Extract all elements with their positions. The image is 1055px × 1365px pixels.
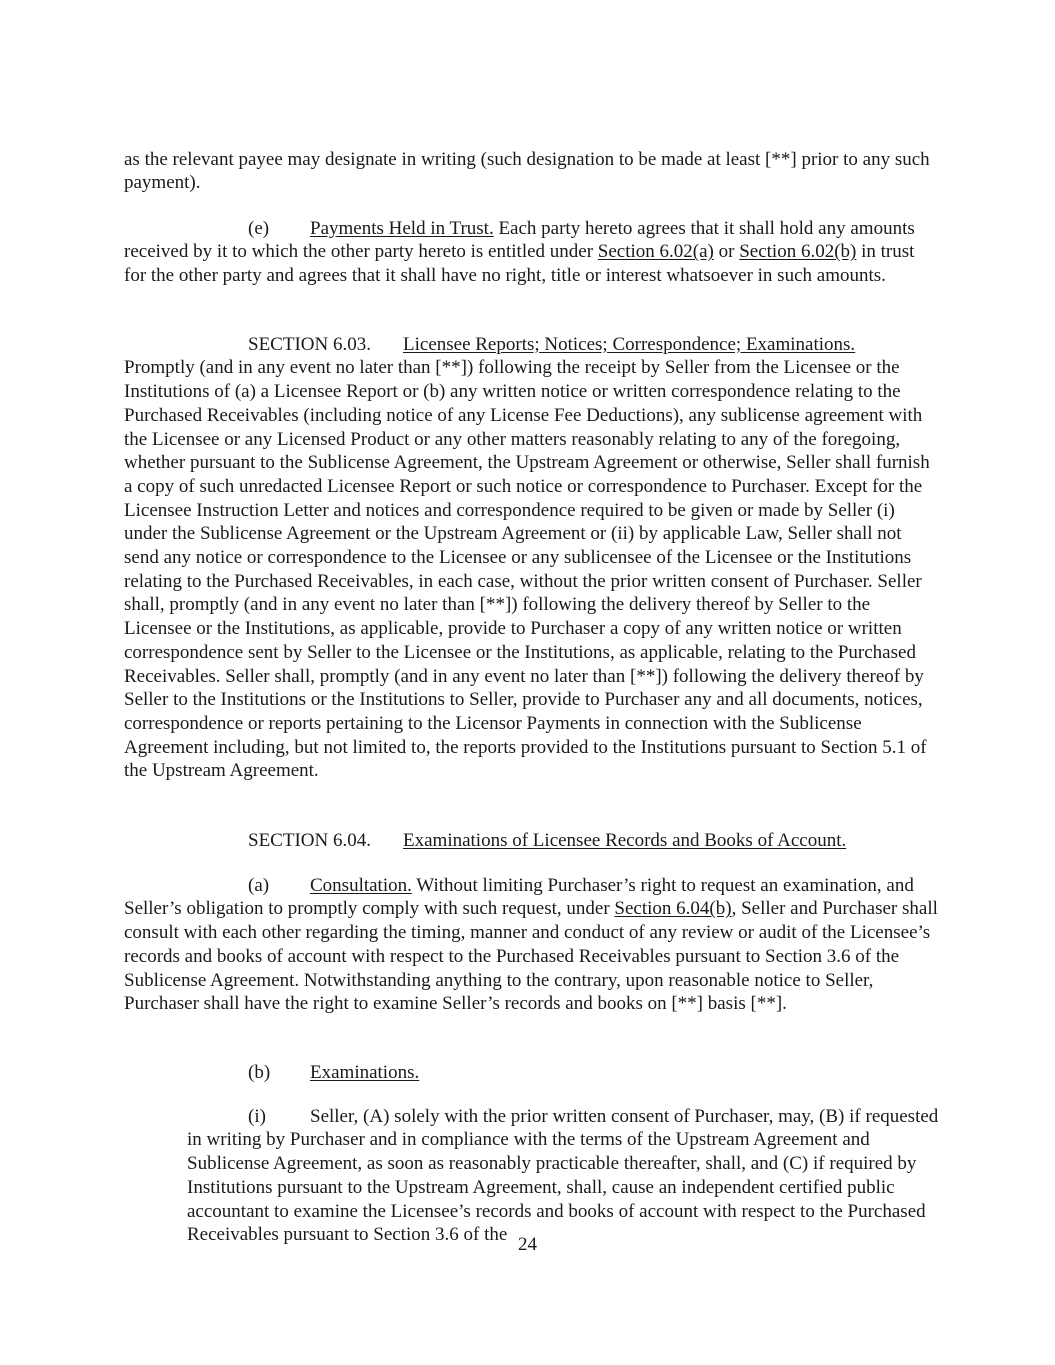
paragraph-b-examinations (124, 1037, 939, 1084)
section-reference: Section 6.02(a) (597, 241, 714, 263)
section-heading: Examinations of Licensee Records and Books of Account. (403, 829, 847, 851)
clause-marker: (e) (248, 217, 270, 239)
paragraph-a-consultation (124, 850, 939, 1016)
clause-marker: (a) (248, 874, 270, 896)
section-6-04 (124, 805, 939, 852)
clause-heading: Payments Held in Trust. (310, 217, 494, 239)
section-text: Promptly (and in any event no later than [**]) following the receipt by Seller from the Licensee or the Institutions of (a) a Licensee Report or (b) any written notice or written correspondence relating to the Purchased Receivables (including notice of any License Fee Deductions), any sublicense agreement with the Licensee or any Licensed Product or any other matters reasonably relating to any of the foregoing, whether pursuant to the Sublicense Agreement, the Upstream Agreement or otherwise, Seller shall furnish a copy of such unredacted Licensee Report or such notice or correspondence to Purchaser. Except for the Licensee Instruction Letter and notices and correspondence required to be given or made by Seller (i) under the Sublicense Agreement or the Upstream Agreement or (ii) by applicable Law, Seller shall not send any notice or correspondence to the Licensee or any sublicensee of the Licensee or the Institutions relating to the Purchased Receivables, in each case, without the prior written consent of Purchaser. Seller shall, promptly (and in any event no later than [**]) following the delivery thereof by Seller to the Licensee or the Institutions, as applicable, provide to Purchaser a copy of any written notice or written correspondence sent by Seller to the Licensee or the Institutions, as applicable, relating to the Purchased Receivables. Seller shall, promptly (and in any event no later than [**]) following the delivery thereof by Seller to the Institutions or the Institutions to Seller, provide to Purchaser any and all documents, notices, correspondence or reports pertaining to the Licensor Payments in connection with the Sublicense Agreement including, but not limited to, the reports provided to the Institutions pursuant to Section 5.1 of the Upstream Agreement. (124, 357, 930, 782)
paragraph-i (187, 1081, 939, 1247)
section-heading: Licensee Reports; Notices; Correspondence; Examinations. (403, 333, 856, 355)
paragraph-e-payments-held-in-trust (124, 193, 939, 288)
clause-text: Each party hereto agrees that it shall hold any amounts received by it to which the other party hereto is entitled under (124, 217, 915, 263)
clause-heading: Consultation. (310, 874, 412, 896)
section-number: SECTION 6.04. (248, 829, 371, 851)
clause-text: Without limiting Purchaser’s right to request an examination, and Seller’s obligation to promptly comply with such request, under (124, 874, 914, 920)
clause-marker: (i) (248, 1105, 266, 1127)
section-6-03 (124, 309, 939, 783)
paragraph-text: as the relevant payee may designate in writing (such designation to be made at least [**] prior to any such payment). (124, 148, 930, 194)
section-number: SECTION 6.03. (248, 333, 371, 355)
page-number: 24 (518, 1234, 537, 1255)
clause-text: in trust for the other party and agrees that it shall have no right, title or interest whatsoever in such amounts. (124, 241, 915, 287)
clause-marker: (b) (248, 1061, 271, 1083)
clause-text: or (713, 241, 740, 263)
paragraph-continuation (124, 124, 939, 195)
clause-heading: Examinations. (310, 1061, 420, 1083)
clause-text: , Seller and Purchaser shall consult with each other regarding the timing, manner and conduct of any review or audit of the Licensee’s records and books of account with respect to the Purchased Receivables pursuant to Section 3.6 of the Sublicense Agreement. Notwithstanding anything to the contrary, upon reasonable notice to Seller, Purchaser shall have the right to examine Seller’s records and books on [**] basis [**]. (124, 898, 938, 1015)
clause-text: Seller, (A) solely with the prior written consent of Purchaser, may, (B) if requested in writing by Purchaser and in compliance with the terms of the Upstream Agreement and Sublicense Agreement, as soon as reasonably practicable thereafter, shall, and (C) if required by Institutions pursuant to the Upstream Agreement, shall, cause an independent certified public accountant to examine the Licensee’s records and books of account with respect to the Purchased Receivables pursuant to Section 3.6 of the (187, 1105, 939, 1246)
section-reference: Section 6.02(b) (739, 241, 857, 263)
section-reference: Section 6.04(b) (614, 898, 732, 920)
